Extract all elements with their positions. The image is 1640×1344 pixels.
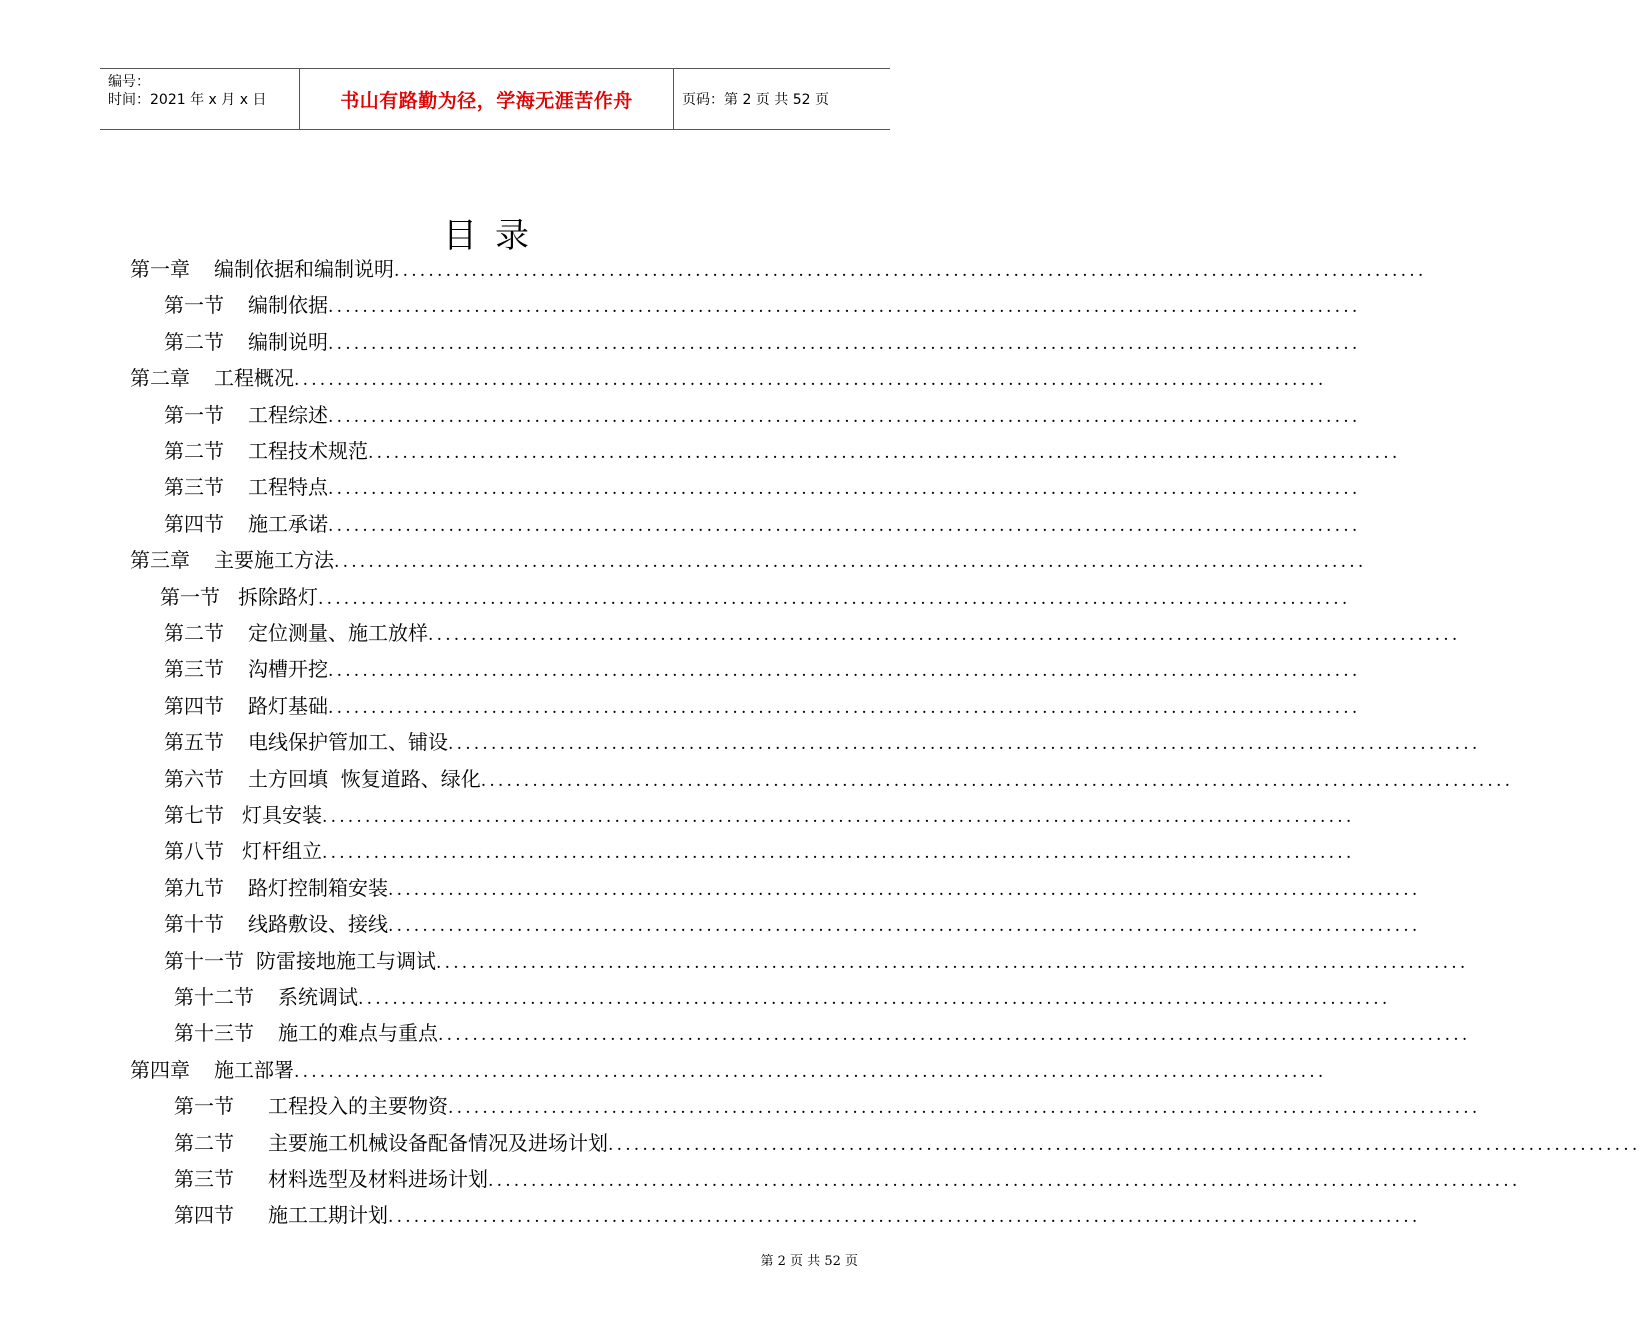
toc-title: 目录: [443, 216, 547, 256]
toc-section-entry[interactable]: [164, 400, 1361, 430]
toc-leader-dots: ........................................................................................................................: [328, 297, 1361, 318]
toc-entry-title: 施工的难点与重点: [278, 1021, 438, 1046]
toc-entry-number: 第一节: [174, 1094, 234, 1119]
toc-section-entry[interactable]: [164, 873, 1421, 903]
toc-entry-title: 线路敷设、接线: [248, 912, 388, 937]
toc-section-entry[interactable]: [160, 582, 1351, 612]
toc-chapter-entry[interactable]: [130, 254, 1427, 284]
header-motto: 书山有路勤为径，学海无涯苦作舟: [340, 89, 633, 112]
toc-section-entry[interactable]: [164, 764, 1514, 794]
toc-entry-title: 路灯基础: [248, 693, 328, 718]
toc-entry-title: 电线保护管加工、铺设: [248, 730, 448, 755]
toc-entry-title: 路灯控制箱安装: [248, 875, 388, 900]
toc-entry-number: 第二节: [164, 439, 224, 463]
toc-entry-title: 编制依据和编制说明: [214, 257, 394, 281]
toc-entry-number: 第二章: [130, 366, 190, 391]
toc-section-entry[interactable]: [164, 727, 1481, 757]
toc-entry-title: 主要施工方法: [214, 548, 334, 573]
toc-entry-title: 拆除路灯: [238, 584, 318, 609]
toc-chapter-entry[interactable]: [130, 1055, 1327, 1085]
toc-entry-title: 编制说明: [248, 329, 328, 354]
toc-leader-dots: ........................................................................................................................: [428, 625, 1461, 645]
toc-entry-number: 第一章: [130, 257, 190, 281]
toc-section-entry[interactable]: [174, 1164, 1521, 1194]
toc-chapter-entry[interactable]: [130, 545, 1367, 575]
toc-entry-number: 第八节: [164, 839, 224, 864]
toc-section-entry[interactable]: [164, 909, 1421, 939]
toc-entry-title: 工程技术规范: [248, 439, 368, 463]
toc-leader-dots: ........................................................................................................................: [388, 916, 1421, 937]
toc-section-entry[interactable]: [174, 1091, 1481, 1121]
toc-entry-number: 第一节: [160, 584, 220, 609]
toc-entry-title: 施工承诺: [248, 511, 328, 536]
toc-entry-number: 第五节: [164, 730, 224, 755]
toc-leader-dots: ........................................................................................................................: [294, 1061, 1327, 1082]
toc-section-entry[interactable]: [164, 800, 1355, 830]
page-footer: 第 2 页 共 52 页: [760, 1254, 858, 1269]
toc-leader-dots: ........................................................................................................................: [328, 697, 1361, 718]
toc-section-entry[interactable]: [164, 691, 1361, 721]
toc-entry-number: 第一节: [164, 402, 224, 427]
document-number-label: 编号：: [108, 74, 150, 90]
toc-entry-number: 第十二节: [174, 985, 254, 1009]
toc-leader-dots: ........................................................................................................................: [334, 552, 1367, 573]
toc-entry-number: 第四节: [174, 1203, 234, 1228]
toc-leader-dots: ........................................................................................................................: [394, 261, 1427, 281]
toc-leader-dots: ........................................................................................................................: [388, 879, 1421, 900]
toc-entry-title: 材料选型及材料进场计划: [268, 1167, 488, 1191]
toc-entry-title: 灯杆组立: [242, 839, 322, 864]
toc-leader-dots: ........................................................................................................................: [480, 770, 1514, 791]
toc-section-entry[interactable]: [164, 618, 1461, 648]
toc-entry-number: 第二节: [164, 329, 224, 354]
toc-entry-title: 工程特点: [248, 475, 328, 500]
toc-entry-title: 主要施工机械设备配备情况及进场计划: [268, 1130, 608, 1155]
toc-entry-number: 第七节: [164, 803, 224, 827]
toc-leader-dots: ........................................................................................................................: [388, 1207, 1421, 1228]
toc-leader-dots: ........................................................................................................................: [328, 333, 1361, 354]
toc-section-entry[interactable]: [164, 290, 1361, 320]
toc-section-entry[interactable]: [174, 1018, 1471, 1048]
toc-entry-number: 第三章: [130, 548, 190, 573]
toc-entry-title: 土方回填 恢复道路、绿化: [248, 766, 481, 791]
toc-entry-title: 定位测量、施工放样: [248, 621, 428, 645]
toc-section-entry[interactable]: [174, 1200, 1421, 1230]
toc-entry-number: 第四节: [164, 511, 224, 536]
toc-leader-dots: ........................................................................................................................: [328, 661, 1361, 682]
toc-entry-number: 第四章: [130, 1057, 190, 1082]
toc-leader-dots: ........................................................................................................................: [294, 370, 1327, 391]
toc-leader-dots: ........................................................................................................................: [328, 406, 1361, 427]
toc-entry-number: 第四节: [164, 693, 224, 718]
toc-section-entry[interactable]: [164, 436, 1401, 466]
toc-entry-title: 灯具安装: [242, 803, 322, 827]
toc-chapter-entry[interactable]: [130, 363, 1327, 393]
toc-entry-title: 工程概况: [214, 366, 294, 391]
toc-entry-title: 工程综述: [248, 402, 328, 427]
toc-entry-number: 第一节: [164, 293, 224, 318]
toc-leader-dots: ........................................................................................................................: [438, 1025, 1471, 1046]
toc-entry-title: 防雷接地施工与调试: [256, 948, 436, 973]
toc-entry-number: 第十节: [164, 912, 224, 937]
toc-leader-dots: ........................................................................................................................: [322, 843, 1355, 864]
toc-entry-title: 沟槽开挖: [248, 657, 328, 682]
toc-entry-number: 第六节: [164, 766, 224, 791]
toc-leader-dots: ........................................................................................................................: [436, 952, 1469, 973]
toc-section-entry[interactable]: [174, 1128, 1640, 1158]
toc-entry-number: 第二节: [164, 621, 224, 645]
toc-section-entry[interactable]: [164, 327, 1361, 357]
toc-entry-number: 第十一节: [164, 948, 244, 973]
toc-entry-title: 施工工期计划: [268, 1203, 388, 1228]
toc-leader-dots: ........................................................................................................................: [318, 588, 1351, 609]
toc-section-entry[interactable]: [164, 946, 1469, 976]
toc-section-entry[interactable]: [164, 836, 1355, 866]
toc-entry-title: 编制依据: [248, 293, 328, 318]
toc-entry-number: 第三节: [174, 1167, 234, 1191]
toc-leader-dots: ........................................................................................................................: [328, 479, 1361, 500]
toc-section-entry[interactable]: [164, 654, 1361, 684]
document-date: 时间：2021 年 x 月 x 日: [108, 92, 267, 108]
toc-leader-dots: ........................................................................................................................: [322, 807, 1355, 827]
toc-section-entry[interactable]: [174, 982, 1391, 1012]
toc-section-entry[interactable]: [164, 509, 1361, 539]
toc-entry-title: 系统调试: [278, 985, 358, 1009]
toc-entry-number: 第三节: [164, 657, 224, 682]
toc-entry-title: 工程投入的主要物资: [268, 1094, 448, 1119]
toc-leader-dots: ........................................................................................................................: [358, 989, 1391, 1009]
toc-entry-title: 施工部署: [214, 1057, 294, 1082]
toc-leader-dots: ........................................................................................................................: [328, 515, 1361, 536]
header-page-info: 页码：第 2 页 共 52 页: [682, 92, 829, 108]
toc-leader-dots: ........................................................................................................................: [448, 1098, 1481, 1119]
toc-entry-number: 第三节: [164, 475, 224, 500]
toc-entry-number: 第九节: [164, 875, 224, 900]
toc-leader-dots: ........................................................................................................................: [368, 443, 1401, 463]
toc-section-entry[interactable]: [164, 472, 1361, 502]
toc-leader-dots: ........................................................................................................................: [488, 1171, 1521, 1191]
toc-leader-dots: ........................................................................................................................: [448, 734, 1481, 755]
toc-entry-number: 第二节: [174, 1130, 234, 1155]
toc-entry-number: 第十三节: [174, 1021, 254, 1046]
toc-leader-dots: ........................................................................................................................: [608, 1134, 1640, 1155]
